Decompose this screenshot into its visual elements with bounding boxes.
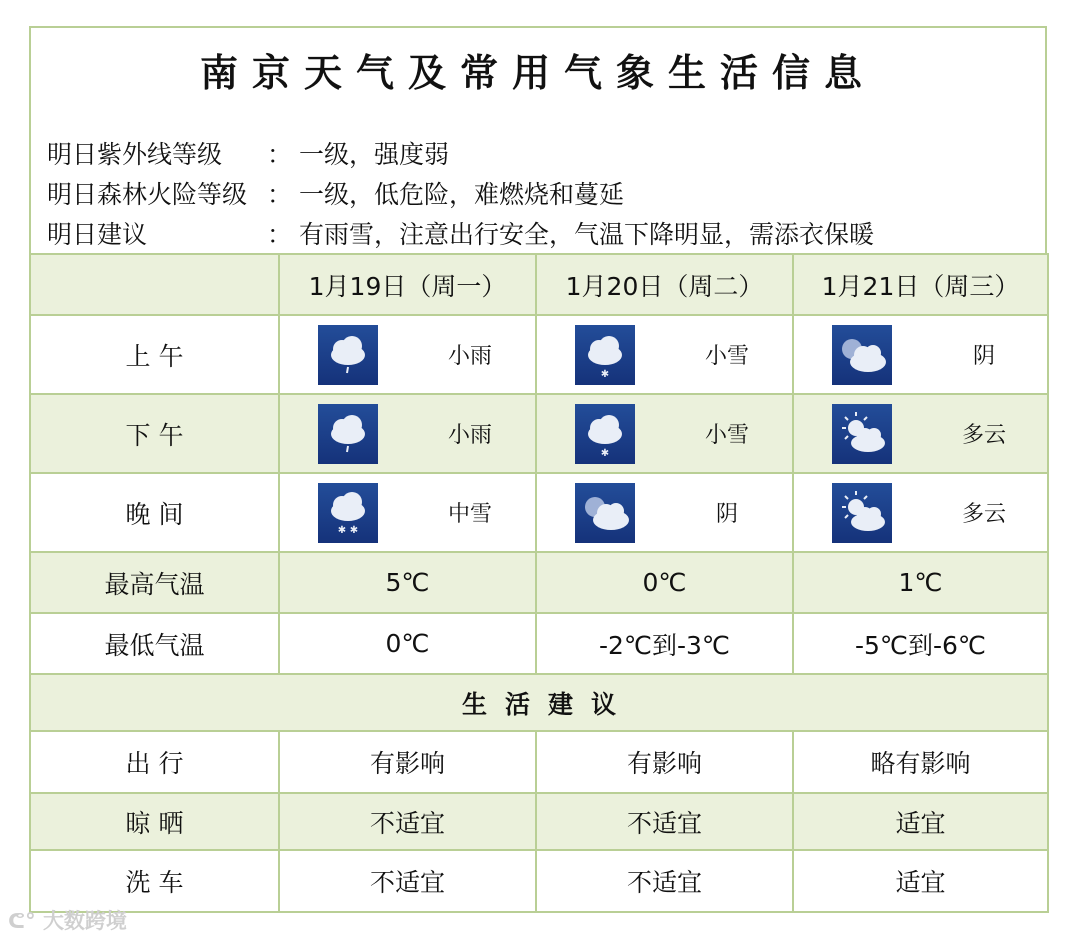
life-label: 洗 车 [30,850,279,912]
life-value: 不适宜 [536,850,793,912]
life-row [30,850,1048,912]
snow-cloud-icon [575,404,635,464]
weather-cell [793,473,1048,552]
weather-text: 阴 [972,344,995,369]
svg-text:✱: ✱ [600,369,610,380]
life-label: 出 行 [30,731,279,793]
period-row [30,315,1048,394]
fire-risk-line: 明日森林火险等级 ： 一级，低危险，难燃烧和蔓延 [47,175,624,211]
uv-level-line: 明日紫外线等级 ： 一级，强度弱 [47,135,449,171]
weather-cell [279,473,536,552]
weather-cell [279,394,536,473]
life-value: 适宜 [793,793,1048,850]
partly-cloudy-icon [832,483,892,543]
weather-info-card [29,26,1047,909]
info-label: 明日建议 [47,220,148,249]
svg-text:✱: ✱ [337,525,347,536]
life-value: 适宜 [793,850,1048,912]
weather-cell [793,315,1048,394]
weather-cell [536,473,793,552]
weather-text: 小雪 [704,344,749,369]
temp-value: 0℃ [279,613,536,674]
weather-text: 小雨 [447,423,492,448]
partly-cloudy-icon [832,404,892,464]
period-label: 下 午 [30,394,279,473]
life-value: 有影响 [279,731,536,793]
life-advice-header: 生活建议 [30,674,1048,731]
temp-high-row [30,552,1048,613]
watermark-logo-icon: ᕦ° [8,909,36,933]
life-row [30,731,1048,793]
weather-cell [536,315,793,394]
life-row [30,793,1048,850]
info-label: 明日紫外线等级 [47,140,223,169]
life-value: 不适宜 [279,850,536,912]
period-row [30,473,1048,552]
temp-value: 0℃ [536,552,793,613]
advice-line: 明日建议 ： 有雨雪，注意出行安全，气温下降明显，需添衣保暖 [47,215,874,251]
temp-value: 1℃ [793,552,1048,613]
life-label: 晾 晒 [30,793,279,850]
day-header: 1月19日（周一） [279,254,536,315]
day-header: 1月21日（周三） [793,254,1048,315]
page-title: 南京天气及常用气象生活信息 [199,51,876,95]
weather-text: 小雨 [447,344,492,369]
info-label: 明日森林火险等级 [47,180,248,209]
svg-text:✱: ✱ [600,448,610,459]
weather-text: 阴 [715,502,738,527]
temp-value: -2℃到-3℃ [536,613,793,674]
watermark [8,905,127,935]
info-value: 一级，低危险，难燃烧和蔓延 [299,180,625,209]
weather-cell [536,394,793,473]
day-header: 1月20日（周二） [536,254,793,315]
day-header-row [30,254,1048,315]
weather-text: 小雪 [704,423,749,448]
life-value: 不适宜 [536,793,793,850]
svg-text:✱: ✱ [349,525,359,536]
temp-low-row [30,613,1048,674]
temp-label: 最低气温 [30,613,279,674]
watermark-text: 大数跨境 [42,909,127,933]
info-value: 有雨雪，注意出行安全，气温下降明显，需添衣保暖 [299,220,875,249]
corner-cell [30,254,279,315]
rain-cloud-icon [318,404,378,464]
weather-text: 多云 [961,423,1006,448]
overcast-cloud-icon [832,325,892,385]
period-label: 晚 间 [30,473,279,552]
weather-cell [793,394,1048,473]
info-value: 一级，强度弱 [299,140,450,169]
temp-value: -5℃到-6℃ [793,613,1048,674]
weather-text: 中雪 [447,502,492,527]
temp-value: 5℃ [279,552,536,613]
weather-text: 多云 [961,502,1006,527]
life-header-row [30,674,1048,731]
period-row [30,394,1048,473]
heavy-snow-cloud-icon [318,483,378,543]
overcast-cloud-icon [575,483,635,543]
weather-cell [279,315,536,394]
temp-label: 最高气温 [30,552,279,613]
life-value: 不适宜 [279,793,536,850]
forecast-table [29,253,1049,913]
period-label: 上 午 [30,315,279,394]
life-value: 有影响 [536,731,793,793]
rain-cloud-icon [318,325,378,385]
snow-cloud-icon [575,325,635,385]
life-value: 略有影响 [793,731,1048,793]
